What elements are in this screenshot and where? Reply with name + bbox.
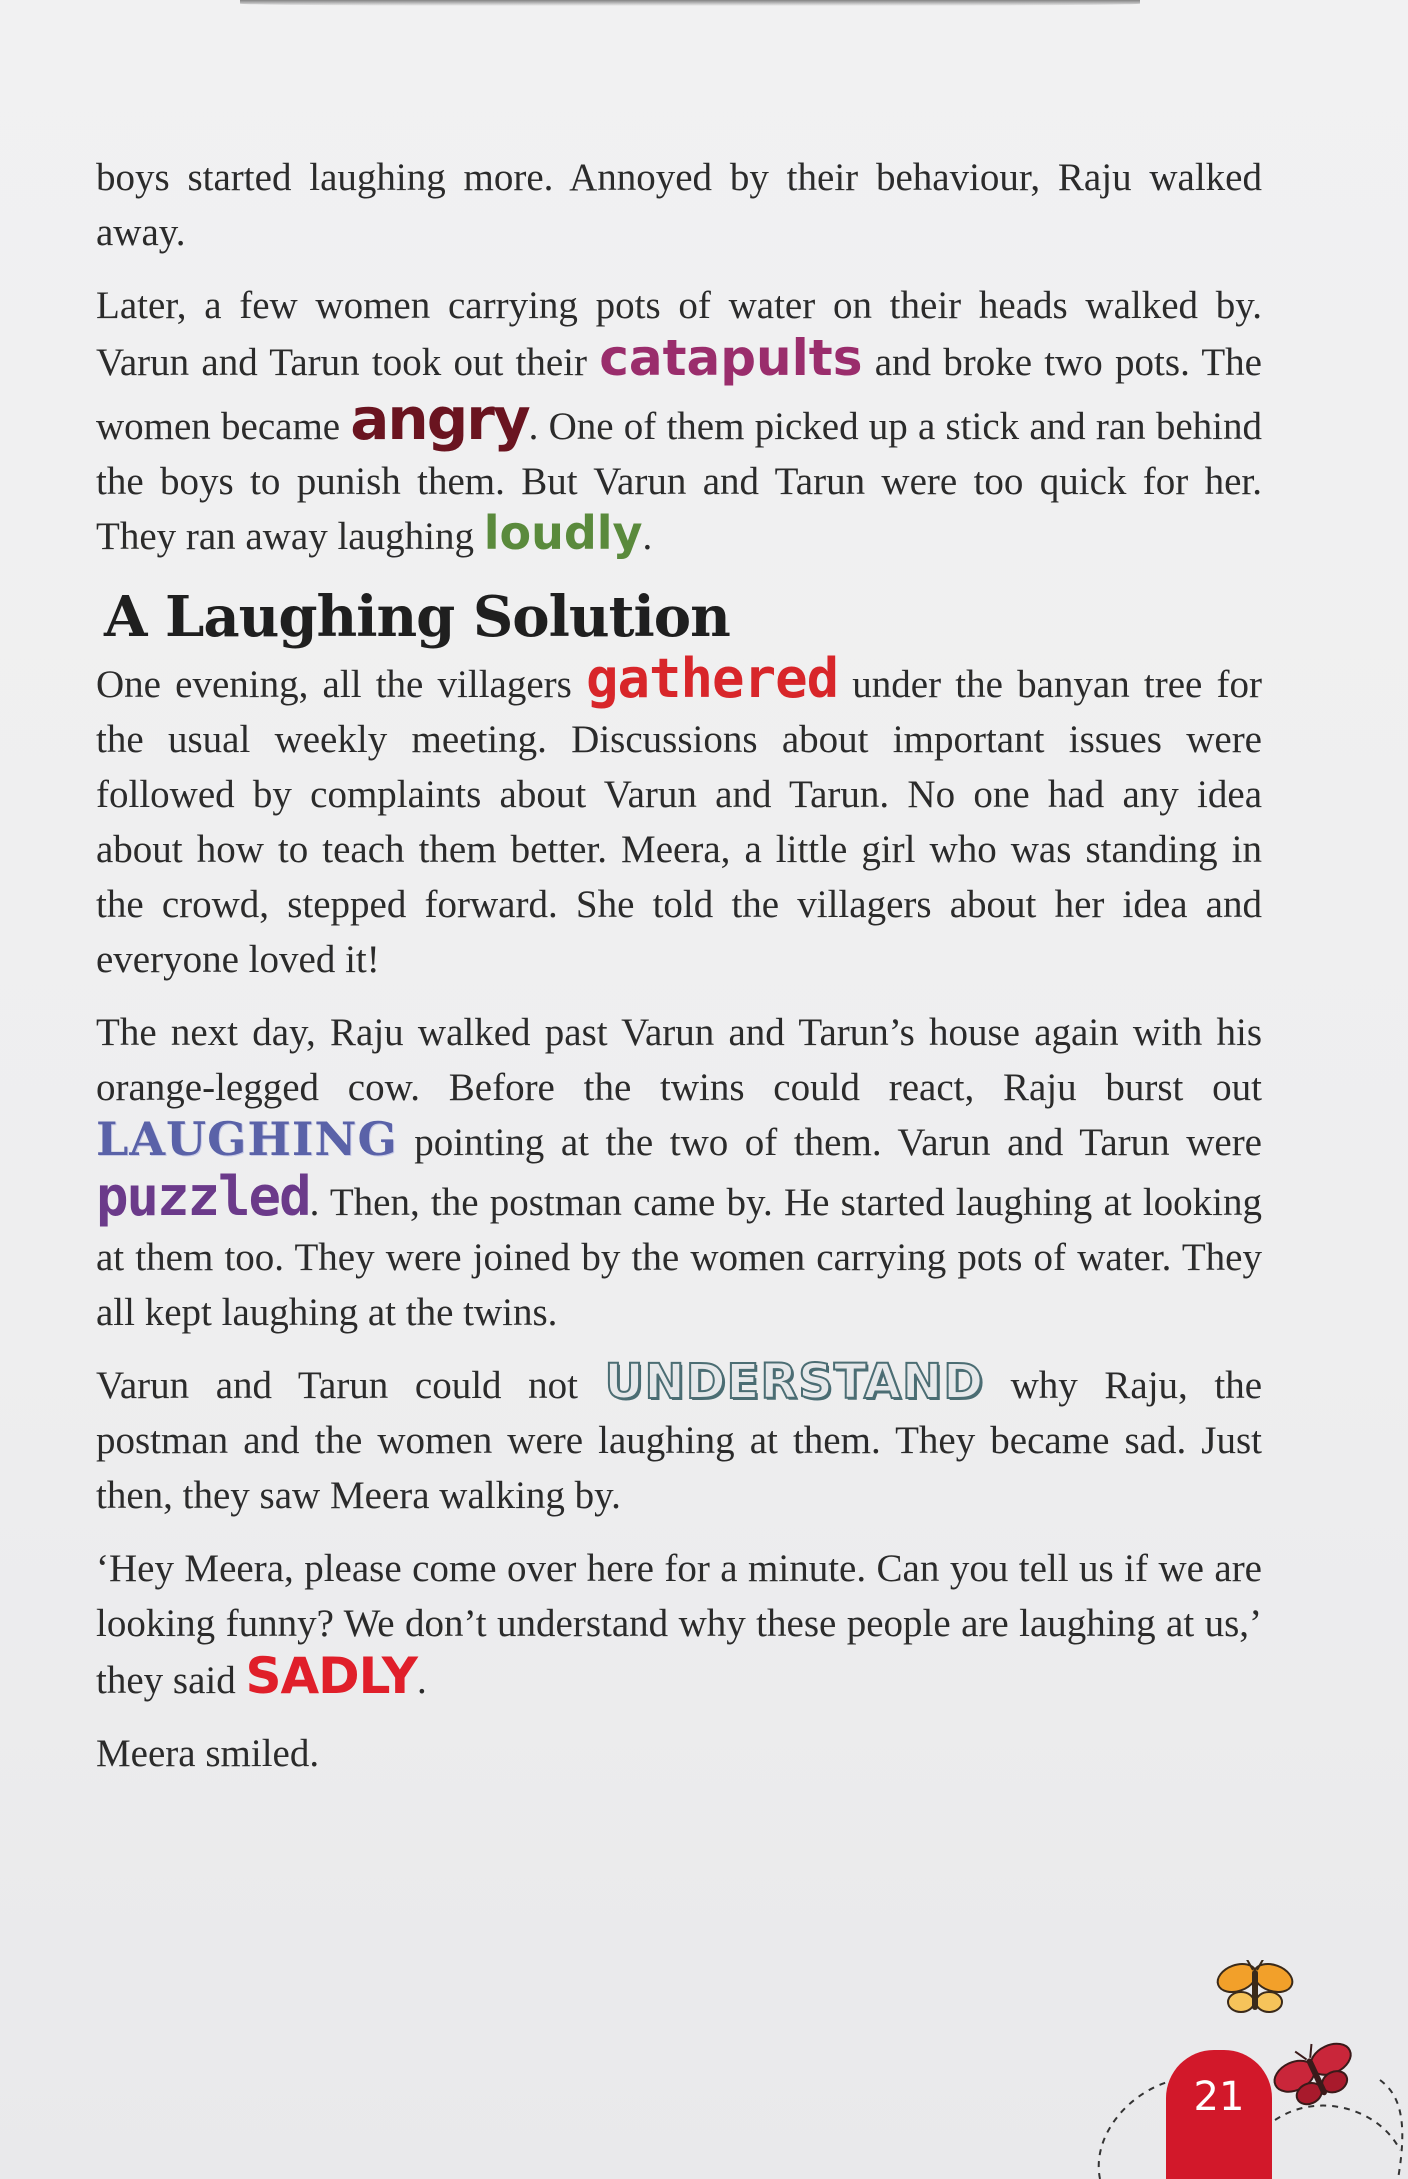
paragraph-1-text: boys started laughing more. Annoyed by their behaviour, Raju walked away.	[96, 156, 1262, 254]
paragraph-7	[96, 1726, 1262, 1781]
word-angry: angry	[350, 385, 529, 453]
word-gathered: gathered	[586, 647, 839, 710]
paragraph-2-text: . One of them picked up a stick and ran behind the boys to punish them. But Varun and Tarun were too quick for her. They ran away laughing	[96, 405, 1263, 558]
page-number: 21	[1166, 2050, 1272, 2179]
word-laughing: LAUGHING	[96, 1112, 398, 1166]
butterfly-red-icon	[1266, 2030, 1363, 2114]
paragraph-3	[96, 647, 1262, 987]
word-catapults: catapults	[599, 329, 863, 387]
paragraph-4-text: . Then, the postman came by. He started laughing at looking at them too. They were joined by the women carrying pots of water. They all kept laughing at the twins.	[96, 1181, 1262, 1334]
paragraph-4-text: The next day, Raju walked past Varun and Tarun’s house again with his orange-legged cow. Before the twins could react, Raju burst out	[96, 1011, 1262, 1109]
paragraph-2-text: .	[642, 515, 653, 558]
paragraph-5-text: why Raju, the postman and the women were laughing at them. They became sad. Just then, they saw Meera walking by.	[96, 1364, 1263, 1517]
story-text	[96, 150, 1262, 1799]
page-top-shadow	[240, 0, 1140, 6]
paragraph-6-text: ‘Hey Meera, please come over here for a minute. Can you tell us if we are looking funny? We don’t understand why these people are laughing at us,’ they said	[96, 1547, 1262, 1702]
paragraph-4-text: pointing at the two of them. Varun and Tarun were	[397, 1121, 1262, 1164]
paragraph-4	[96, 1005, 1262, 1340]
butterfly-orange-icon	[1214, 1960, 1296, 2012]
word-loudly: loudly	[483, 506, 643, 560]
paragraph-2	[96, 278, 1262, 564]
paragraph-6	[96, 1541, 1262, 1708]
paragraph-3-text: under the banyan tree for the usual weekly meeting. Discussions about important issues were followed by complaints about Varun and Tarun. No one had any idea about how to teach them better. Meera, a little girl who was standing in the crowd, stepped forward. She told the villagers about her idea and everyone loved it!	[96, 663, 1262, 981]
word-understand: UNDERSTAND	[604, 1354, 985, 1410]
paragraph-3-text: One evening, all the villagers	[96, 663, 587, 706]
paragraph-2-text: and broke two pots. The women became	[96, 341, 1262, 448]
word-puzzled: puzzled	[96, 1165, 310, 1228]
paragraph-6-text: .	[416, 1659, 427, 1702]
paragraph-5	[96, 1354, 1263, 1523]
paragraph-5-text: Varun and Tarun could not	[96, 1364, 605, 1407]
section-heading: A Laughing Solution	[104, 584, 730, 650]
paragraph-7-text: Meera smiled.	[96, 1732, 320, 1775]
word-sadly: SADLY	[245, 1647, 417, 1705]
paragraph-1	[96, 150, 1262, 260]
paragraph-2-text: Later, a few women carrying pots of water on their heads walked by. Varun and Tarun took out their	[96, 284, 1262, 384]
